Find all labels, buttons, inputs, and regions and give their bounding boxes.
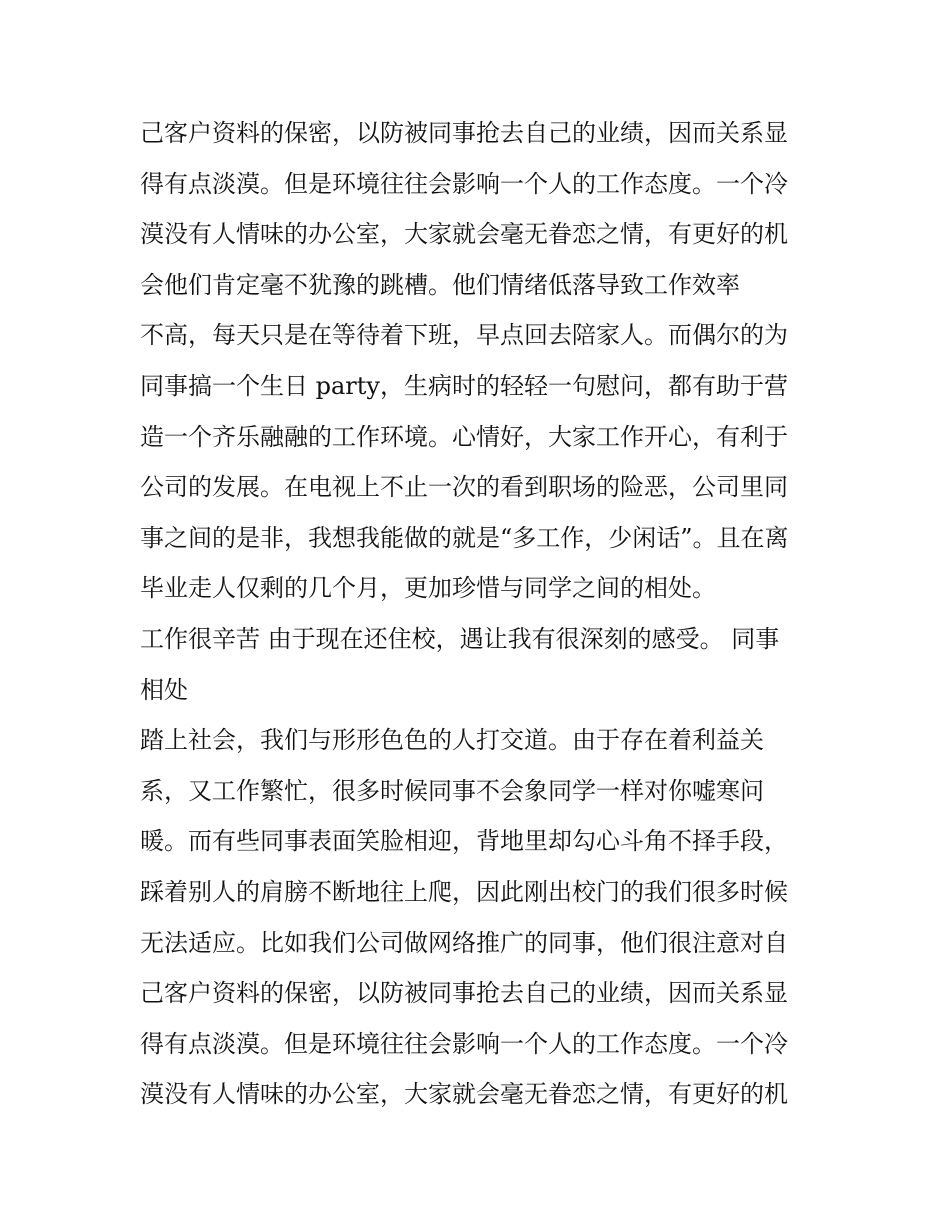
text-line: 不高，每天只是在等待着下班，早点回去陪家人。而偶尔的为 bbox=[140, 321, 788, 350]
text-line: 踏上社会，我们与形形色色的人打交道。由于存在着利益关 bbox=[140, 726, 764, 755]
body-text bbox=[140, 108, 830, 1120]
text-line: 公司的发展。在电视上不止一次的看到职场的险恶，公司里同 bbox=[140, 473, 788, 502]
text-line: 漠没有人情味的办公室，大家就会毫无眷恋之情，有更好的机 bbox=[140, 1080, 788, 1109]
text-line: 己客户资料的保密，以防被同事抢去自己的业绩，因而关系显 bbox=[140, 979, 788, 1008]
text-line: 系，又工作繁忙，很多时候同事不会象同学一样对你嘘寒问 bbox=[140, 776, 764, 805]
text-line: 无法适应。比如我们公司做网络推广的同事，他们很注意对自 bbox=[140, 928, 788, 957]
text-line: 暖。而有些同事表面笑脸相迎，背地里却勾心斗角不择手段， bbox=[140, 827, 788, 856]
text-line: 得有点淡漠。但是环境往往会影响一个人的工作态度。一个冷 bbox=[140, 1029, 788, 1058]
text-line: 己客户资料的保密，以防被同事抢去自己的业绩，因而关系显 bbox=[140, 119, 788, 147]
text-line: 工作很辛苦 由于现在还住校，遇让我有很深刻的感受。 同事 bbox=[140, 624, 780, 653]
text-line: 踩着别人的肩膀不断地往上爬，因此刚出校门的我们很多时候 bbox=[140, 877, 788, 906]
text-line: 造一个齐乐融融的工作环境。心情好，大家工作开心，有利于 bbox=[140, 422, 788, 451]
text-line: 漠没有人情味的办公室，大家就会毫无眷恋之情，有更好的机 bbox=[140, 220, 788, 249]
text-line: 相处 bbox=[140, 675, 188, 704]
text-line: 事之间的是非，我想我能做的就是“多工作，少闲话”。且在离 bbox=[140, 523, 789, 552]
text-line: 会他们肯定毫不犹豫的跳槽。他们情绪低落导致工作效率 bbox=[140, 270, 740, 299]
text-line: 毕业走人仅剩的几个月，更加珍惜与同学之间的相处。 bbox=[140, 574, 716, 603]
text-line: 得有点淡漠。但是环境往往会影响一个人的工作态度。一个冷 bbox=[140, 169, 788, 198]
text-line: 同事搞一个生日 party，生病时的轻轻一句慰问，都有助于营 bbox=[140, 371, 788, 400]
